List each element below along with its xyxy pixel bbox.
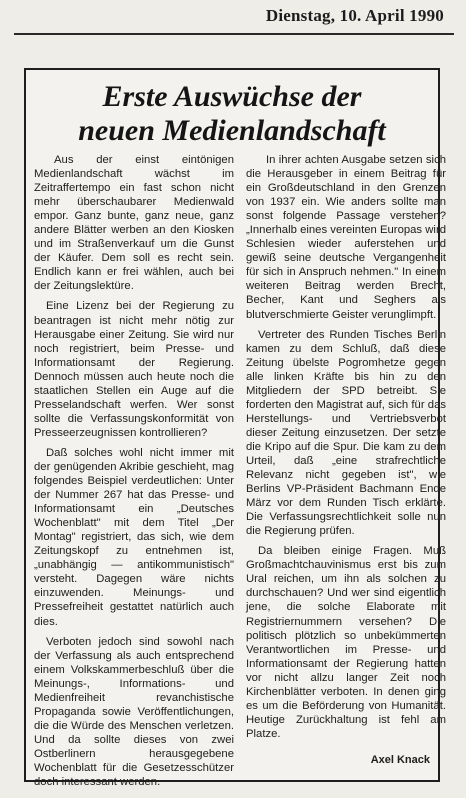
- left-column: [34, 153, 234, 795]
- header-rule: [14, 33, 454, 35]
- headline-line-2: neuen Medienlandschaft: [78, 114, 386, 147]
- paragraph: In ihrer achten Ausgabe setzen sich die Herausgeber in einem Beitrag für ein Großdeutschland in den Grenzen von 1937 ein. Wie anders sollte man sonst folgende Passage verstehen? „Innerhalb eines vereinten Europas wird Schlesien wieder auferstehen und gewiß seine deutsche Vergangenheit für sich in Anspruch nehmen." In einem weiteren Beitrag werden Brecht, Becher, Kant und Seghers als blutverschmierte Geister verunglimpft.: [246, 154, 446, 321]
- headline: [24, 80, 440, 148]
- paragraph: Eine Lizenz bei der Regierung zu beantragen ist nicht mehr nötig zur Herausgabe einer Zeitung. Sie wird nur noch registriert, beim Presse- und Informationsamt der Regierung. Dennoch müssen auch heute noch die staatlichen Stellen ein Auge auf die Presselandschaft werfen. Wer sonst sollte die Verfassungskonformität von Presseerzeugnissen kontrollieren?: [34, 300, 234, 439]
- dateline: Dienstag, 10. April 1990: [265, 6, 444, 25]
- author-signature: Axel Knack: [370, 754, 430, 766]
- paragraph: Vertreter des Runden Tisches Berlin kamen zu dem Schluß, daß diese Zeitung übelste Pogromhetze gegen alle linken Kräfte bis hin zu den Mitgliedern der SPD betreibt. Sie forderten den Magistrat auf, sich für das Herstellungs- und Vertriebsverbot dieser Zeitung einzusetzen. Der setzte die Kripo auf die Spur. Die kam zu dem Urteil, daß „eine strafrechtliche Relevanz nicht gegeben ist", wie Berlins VP-Präsident Bachmann Ende März vor dem Runden Tisch erklärte. Die Verfassungsrechtlichkeit solle nun die Regierung prüfen.: [246, 328, 446, 538]
- right-column: [246, 153, 446, 747]
- paragraph: Verboten jedoch sind sowohl nach der Verfassung als auch entsprechend einem Volkskammerbeschluß über die Meinungs-, Informations- und Medienfreiheit revanchistische Propaganda sowie Veröffentlichungen, die die Würde des Menschen verletzen. Und da sollte dieses von zwei Ostberlinern herausgegebene Wochenblatt für die Gesetzesschützer doch interessant werden.: [34, 635, 234, 789]
- paragraph: Da bleiben einige Fragen. Muß Großmachtchauvinismus erst bis zum Ural reichen, um ihn als solchen zu durchschauen? Und wer sind eigentlich jene, die solche Elaborate mit Registriernummern versehen? Die politisch plötzlich so unbekümmerten Verantwortlichen im Presse- und Informationsamt der Regierung hatten vor nicht allzu langer Zeit noch Kirchenblätter verboten. In denen ging es um die Beförderung von Humanität. Heutige Zurückhaltung ist fehl am Platze.: [246, 545, 446, 740]
- headline-line-1: Erste Auswüchse der: [102, 80, 362, 113]
- paragraph: Aus der einst eintönigen Medienlandschaft wächst im Zeitraffertempo ein fast schon nicht mehr überschaubarer Medienwald empor. Ganz bunte, ganz neue, ganz andere Blätter werben an den Kiosken und im Straßenverkauf um die Gunst der Käufer. Dem soll es recht sein. Endlich kann er frei wählen, auch bei der Zeitungslektüre.: [34, 154, 234, 293]
- paragraph: Daß solches wohl nicht immer mit der genügenden Akribie geschieht, mag folgendes Beispiel verdeutlichen: Unter der Nummer 267 hat das Presse- und Informationsamt ein „Deutsches Wochenblatt" mit dem Titel „Der Montag" registriert, das sich, wie dem Zeitungskopf zu entnehmen ist, „unabhängig — antikommunistisch" versteht. Dagegen wäre nichts einzuwenden. Meinungs- und Pressefreiheit gestattet natürlich auch dies.: [34, 446, 234, 628]
